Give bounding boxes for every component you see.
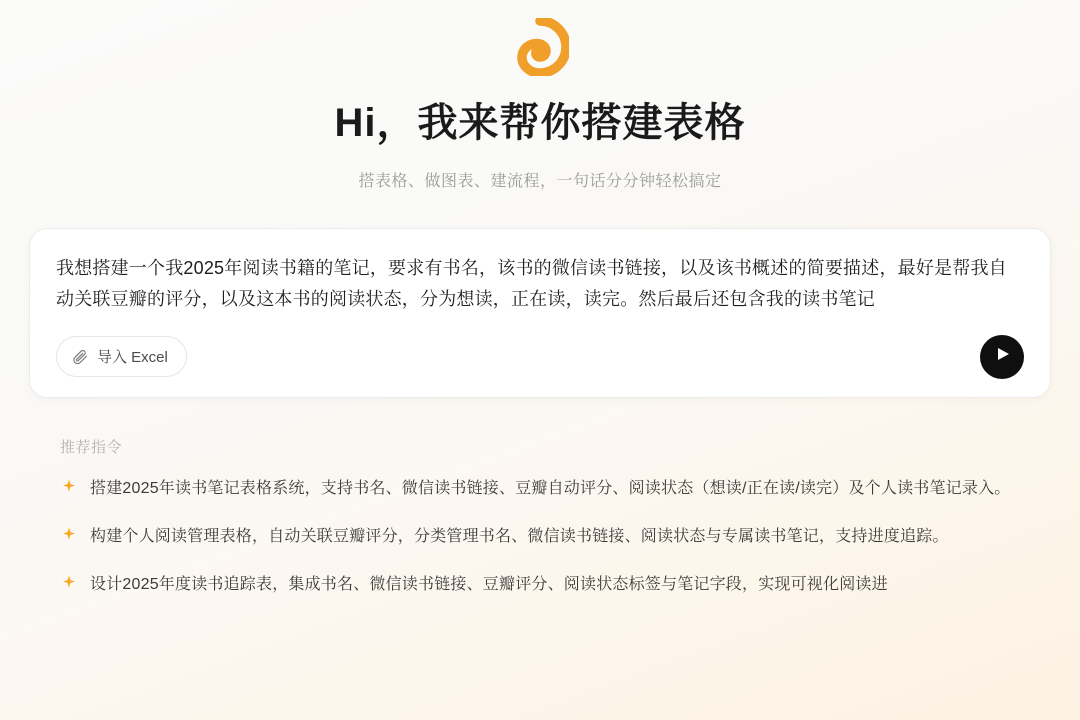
paperclip-icon bbox=[72, 349, 88, 365]
suggestions-list bbox=[20, 475, 1060, 599]
import-excel-button[interactable] bbox=[56, 336, 187, 377]
suggestion-text: 搭建2025年读书笔记表格系统，支持书名、微信读书链接、豆瓣自动评分、阅读状态（想读/正在读/读完）及个人读书笔记录入。 bbox=[90, 479, 1011, 497]
orange-swirl-logo-icon bbox=[511, 18, 569, 76]
sparkle-icon bbox=[60, 526, 78, 544]
list-item[interactable] bbox=[60, 523, 1020, 550]
send-arrow-icon bbox=[993, 346, 1011, 367]
prompt-composer[interactable] bbox=[29, 228, 1051, 398]
sparkle-icon bbox=[60, 574, 78, 592]
prompt-input[interactable]: 我想搭建一个我2025年阅读书籍的笔记，要求有书名，该书的微信读书链接，以及该书概述的简要描述，最好是帮我自动关联豆瓣的评分，以及这本书的阅读状态，分为想读，正在读，读完。然后最后还包含我的读书笔记 bbox=[56, 258, 1007, 309]
sparkle-icon bbox=[60, 478, 78, 496]
composer-toolbar bbox=[56, 335, 1024, 379]
suggestion-text: 构建个人阅读管理表格，自动关联豆瓣评分，分类管理书名、微信读书链接、阅读状态与专属读书笔记，支持进度追踪。 bbox=[90, 528, 949, 546]
suggestions-title: 推荐指令 bbox=[60, 438, 123, 456]
page-title: Hi，我来帮你搭建表格 bbox=[334, 101, 746, 145]
suggestion-text: 设计2025年度读书追踪表，集成书名、微信读书链接、豆瓣评分、阅读状态标签与笔记字段，实现可视化阅读进 bbox=[90, 576, 888, 594]
page-subtitle: 搭表格、做图表、建流程，一句话分分钟轻松搞定 bbox=[358, 173, 722, 190]
import-excel-label: 导入 Excel bbox=[97, 349, 168, 367]
logo-container bbox=[20, 0, 1060, 76]
list-item[interactable] bbox=[60, 475, 1020, 502]
list-item[interactable] bbox=[60, 571, 1020, 598]
send-button[interactable] bbox=[980, 335, 1024, 379]
